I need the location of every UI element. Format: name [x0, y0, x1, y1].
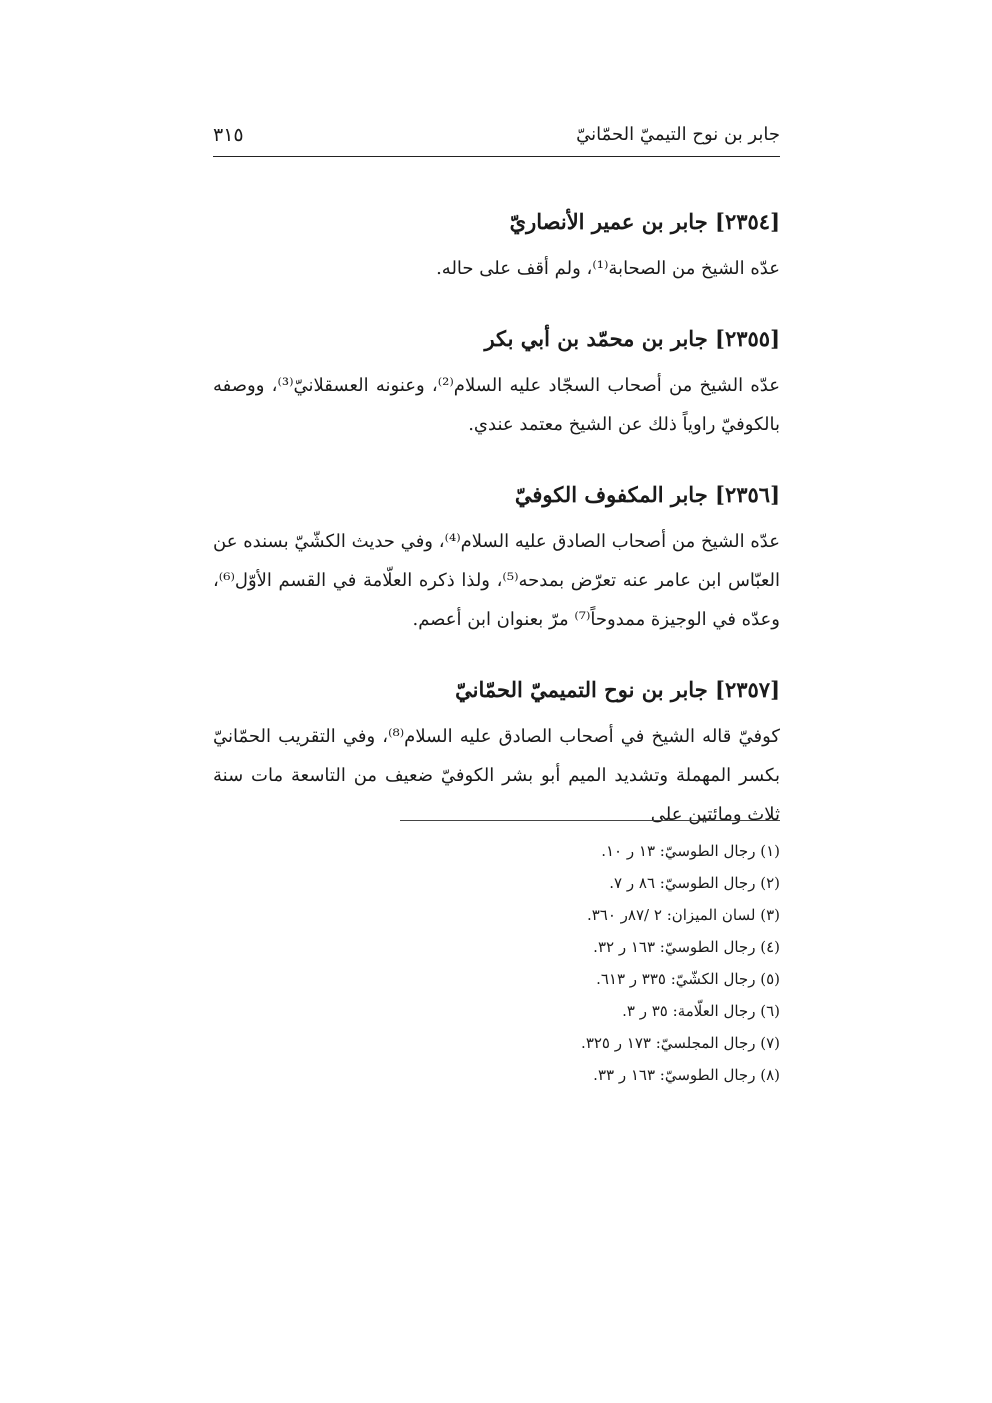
footnotes-list: [213, 835, 780, 1091]
page-body: [213, 205, 780, 868]
running-title: جابر بن نوح التيميّ الحمّانيّ: [576, 124, 780, 145]
footnote: (٨) رجال الطوسيّ: ١٦٣ ر ٣٣.: [593, 1066, 780, 1084]
entry-text: عدّه الشيخ من أصحاب السجّاد عليه السلام⁽²⁾، وعنونه العسقلانيّ⁽³⁾، ووصفه بالكوفيّ راوياً ذلك عن الشيخ معتمد عندي.: [213, 375, 780, 435]
page-number: ٣١٥: [213, 124, 244, 146]
entry-text: عدّه الشيخ من الصحابة⁽¹⁾، ولم أقف على حاله.: [436, 258, 780, 279]
page-header: [213, 120, 780, 157]
entry-title: [213, 478, 780, 512]
entry-title: [213, 205, 780, 239]
entry-number: [٢٣٥٦]: [715, 482, 780, 507]
footnote: (٦) رجال العلّامة: ٣٥ ر ٣.: [622, 1002, 780, 1020]
footnote: (٧) رجال المجلسيّ: ١٧٣ ر ٣٢٥.: [581, 1034, 780, 1052]
entry: [213, 205, 780, 288]
footnote: (١) رجال الطوسيّ: ١٣ ر ١٠.: [601, 842, 780, 860]
footnote: (٤) رجال الطوسيّ: ١٦٣ ر ٣٢.: [593, 938, 780, 956]
footnote-divider: [400, 820, 780, 821]
entry: [213, 478, 780, 639]
entry-number: [٢٣٥٧]: [715, 677, 780, 702]
entry-name: جابر المكفوف الكوفيّ: [514, 482, 708, 507]
entry-text: كوفيّ قاله الشيخ في أصحاب الصادق عليه السلام⁽⁸⁾، وفي التقريب الحمّانيّ بكسر المهملة وتشديد الميم أبو بشر الكوفيّ ضعيف من التاسعة مات سنة ثلاث ومائتين على: [213, 726, 780, 825]
entry: [213, 322, 780, 444]
entry-text: عدّه الشيخ من أصحاب الصادق عليه السلام⁽⁴⁾، وفي حديث الكشّيّ بسنده عن العبّاس ابن عامر عنه تعرّض بمدحه⁽⁵⁾، ولذا ذكره العلّامة في القسم الأوّل⁽⁶⁾، وعدّه في الوجيزة ممدوحاً⁽⁷⁾ مرّ بعنوان ابن أعصم.: [213, 531, 781, 630]
entry-title: [213, 322, 780, 356]
entry-name: جابر بن نوح التميميّ الحمّانيّ: [455, 677, 708, 702]
footnote: (٢) رجال الطوسيّ: ٨٦ ر ٧.: [609, 874, 780, 892]
entry-number: [٢٣٥٥]: [715, 326, 780, 351]
entry-name: جابر بن محمّد بن أبي بكر: [484, 326, 708, 351]
entry-title: [213, 673, 780, 707]
entry-name: جابر بن عمير الأنصاريّ: [509, 209, 708, 234]
footnote: (٥) رجال الكشّيّ: ٣٣٥ ر ٦١٣.: [596, 970, 780, 988]
entry-number: [٢٣٥٤]: [715, 209, 780, 234]
footnote: (٣) لسان الميزان: ٢ /٨٧ر ٣٦٠.: [586, 906, 780, 924]
entry: [213, 673, 780, 834]
